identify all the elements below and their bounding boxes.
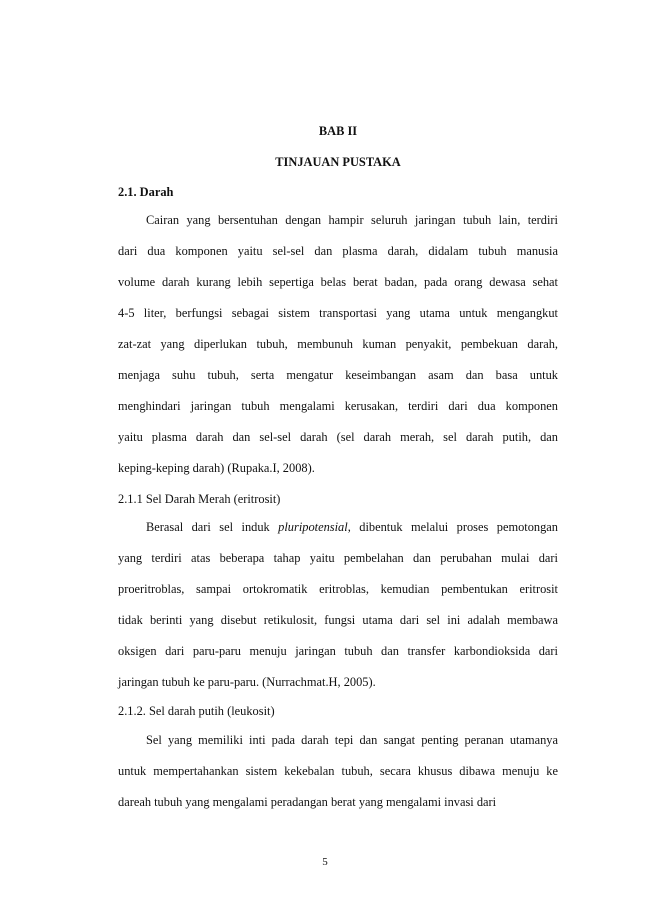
section-heading-2-1-2: 2.1.2. Sel darah putih (leukosit): [118, 704, 275, 718]
paragraph-line: volume darah kurang lebih sepertiga belas berat badan, pada orang dewasa sehat: [118, 275, 558, 289]
paragraph-line: 4-5 liter, berfungsi sebagai sistem transportasi yang utama untuk mengangkut: [118, 306, 558, 320]
paragraph-line: untuk mempertahankan sistem kekebalan tubuh, secara khusus dibawa menuju ke: [118, 764, 558, 778]
paragraph-line: menjaga suhu tubuh, serta mengatur keseimbangan asam dan basa untuk: [118, 368, 558, 382]
paragraph-line: keping-keping darah) (Rupaka.I, 2008).: [118, 461, 315, 475]
paragraph-line: oksigen dari paru-paru menuju jaringan tubuh dan transfer karbondioksida dari: [118, 644, 558, 658]
italic-term: pluripotensial: [278, 520, 348, 534]
paragraph-line: proeritroblas, sampai ortokromatik eritroblas, kemudian pembentukan eritrosit: [118, 582, 558, 596]
page-number: 5: [322, 856, 328, 868]
paragraph-line: yang terdiri atas beberapa tahap yaitu pembelahan dan perubahan mulai dari: [118, 551, 558, 565]
paragraph-line: Sel yang memiliki inti pada darah tepi dan sangat penting peranan utamanya: [146, 733, 558, 747]
paragraph-line: Cairan yang bersentuhan dengan hampir seluruh jaringan tubuh lain, terdiri: [146, 213, 558, 227]
paragraph-line: yaitu plasma darah dan sel-sel darah (sel darah merah, sel darah putih, dan: [118, 430, 558, 444]
chapter-title: TINJAUAN PUSTAKA: [275, 155, 401, 169]
chapter-number: BAB II: [318, 124, 358, 138]
section-heading-2-1-1: 2.1.1 Sel Darah Merah (eritrosit): [118, 492, 281, 506]
paragraph-line: dareah tubuh yang mengalami peradangan berat yang mengalami invasi dari: [118, 795, 497, 809]
text-segment: , dibentuk melalui proses pemotongan: [347, 520, 558, 534]
paragraph-line: [146, 519, 558, 535]
paragraph-line: dari dua komponen yaitu sel-sel dan plasma darah, didalam tubuh manusia: [118, 244, 558, 258]
section-heading-2-1: 2.1. Darah: [118, 185, 174, 199]
text-segment: Berasal dari sel induk: [146, 520, 279, 534]
paragraph-line: zat-zat yang diperlukan tubuh, membunuh kuman penyakit, pembekuan darah,: [118, 337, 558, 351]
paragraph-line: tidak berinti yang disebut retikulosit, fungsi utama dari sel ini adalah membawa: [118, 613, 558, 627]
paragraph-line: menghindari jaringan tubuh mengalami kerusakan, terdiri dari dua komponen: [118, 399, 558, 413]
paragraph-line: jaringan tubuh ke paru-paru. (Nurrachmat.H, 2005).: [118, 675, 376, 689]
